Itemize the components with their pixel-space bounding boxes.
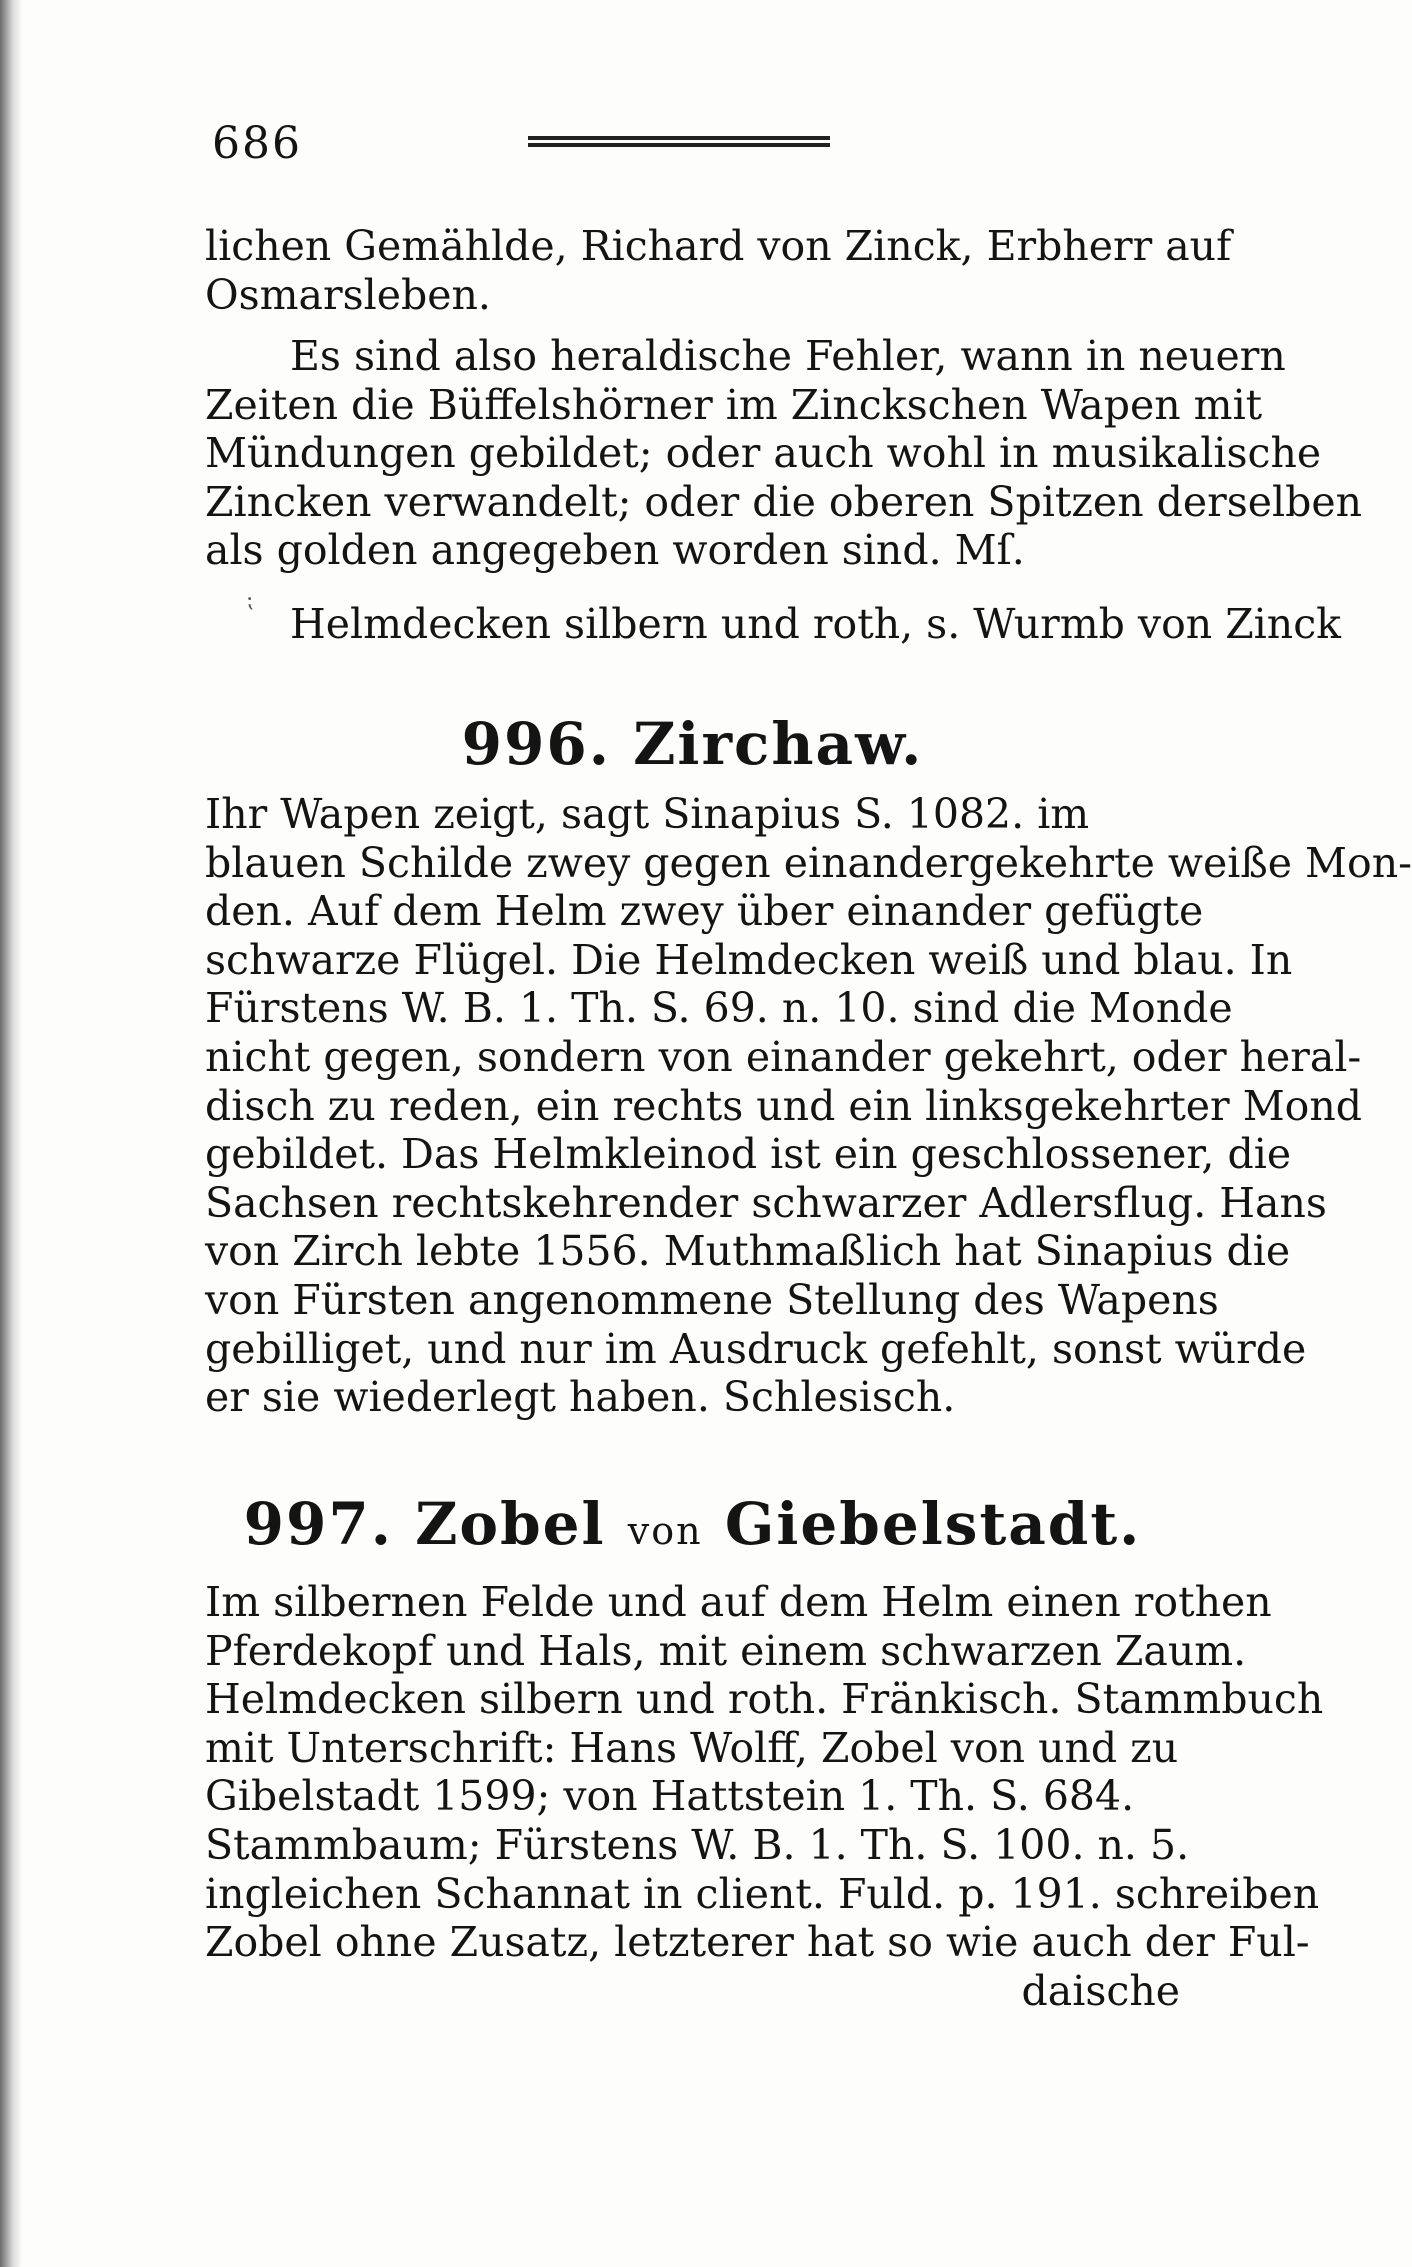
text-line: Zobel ohne Zusatz, letzterer hat so wie auch der Ful-: [205, 1918, 1310, 1967]
page-number: 686: [212, 118, 302, 169]
text-line: Zincken verwandelt; oder die oberen Spitzen derselben: [205, 477, 1363, 526]
paragraph-zirchaw: [205, 790, 1412, 1422]
paragraph-continued: [205, 222, 1232, 319]
text-line: Zeiten die Büffelshörner im Zinckschen Wapen mit: [205, 380, 1263, 429]
text-line: Im silbernen Felde und auf dem Helm einen rothen: [205, 1578, 1272, 1626]
heading-title: 997. Zobel: [243, 1490, 606, 1558]
text-line: er sie wiederlegt haben. Schlesisch.: [205, 1373, 956, 1422]
paragraph-helmdecken: [205, 600, 1342, 649]
entry-heading-997: [205, 1490, 1180, 1558]
margin-mark: ⁏: [246, 588, 254, 613]
text-line: Helmdecken silbern und roth. Fränkisch. Stammbuch: [205, 1675, 1324, 1724]
binding-shadow: [0, 0, 22, 2267]
paragraph-heraldic-errors: [205, 332, 1363, 575]
text-line: disch zu reden, ein rechts und ein linksgekehrter Mond: [205, 1081, 1363, 1130]
text-line: Mündungen gebildet; oder auch wohl in musikalische: [205, 429, 1322, 478]
text-line: Gibelstadt 1599; von Hattstein 1. Th. S. 684.: [205, 1772, 1135, 1821]
text-line: von Zirch lebte 1556. Muthmaßlich hat Sinapius die: [205, 1227, 1291, 1276]
text-line: als golden angegeben worden sind. Mſ.: [205, 526, 1025, 575]
text-line: blauen Schilde zwey gegen einandergekehrte weiße Mon-: [205, 838, 1412, 887]
text-line: Stammbaum; Fürstens W. B. 1. Th. S. 100. n. 5.: [205, 1820, 1190, 1869]
text-line: lichen Gemählde, Richard von Zinck, Erbherr auf: [205, 222, 1232, 270]
text-line: Helmdecken silbern und roth, s. Wurmb von Zinck: [290, 600, 1342, 648]
header-rule: [528, 136, 830, 154]
text-line: von Fürsten angenommene Stellung des Wapens: [205, 1275, 1219, 1324]
text-line: Osmarsleben.: [205, 270, 491, 319]
heading-place: Giebelstadt.: [724, 1490, 1142, 1558]
text-line: nicht gegen, sondern von einander gekehrt, oder heral-: [205, 1032, 1362, 1081]
text-line: schwarze Flügel. Die Helmdecken weiß und blau. In: [205, 935, 1293, 984]
text-line: Ihr Wapen zeigt, sagt Sinapius S. 1082. im: [205, 790, 1090, 838]
entry-heading-996: 996. Zirchaw.: [461, 710, 924, 778]
text-line: Es sind also heraldische Fehler, wann in neuern: [290, 332, 1286, 380]
text-line: ingleichen Schannat in client. Fuld. p. 191. schreiben: [205, 1869, 1320, 1918]
text-line: Sachsen rechtskehrender schwarzer Adlersflug. Hans: [205, 1178, 1327, 1227]
catchword: daische: [1021, 1966, 1180, 2015]
text-line: gebildet. Das Helmkleinod ist ein geschlossener, die: [205, 1130, 1292, 1179]
text-line: gebilliget, und nur im Ausdruck gefehlt, sonst würde: [205, 1324, 1307, 1373]
paragraph-zobel: [205, 1578, 1324, 2015]
text-line: Pferdekopf und Hals, mit einem schwarzen Zaum.: [205, 1626, 1247, 1675]
text-line: mit Unterschrift: Hans Wolff, Zobel von und zu: [205, 1723, 1179, 1772]
text-line: den. Auf dem Helm zwey über einander gefügte: [205, 887, 1204, 936]
heading-von: von: [627, 1509, 703, 1553]
text-line: Fürstens W. B. 1. Th. S. 69. n. 10. sind die Monde: [205, 984, 1233, 1033]
